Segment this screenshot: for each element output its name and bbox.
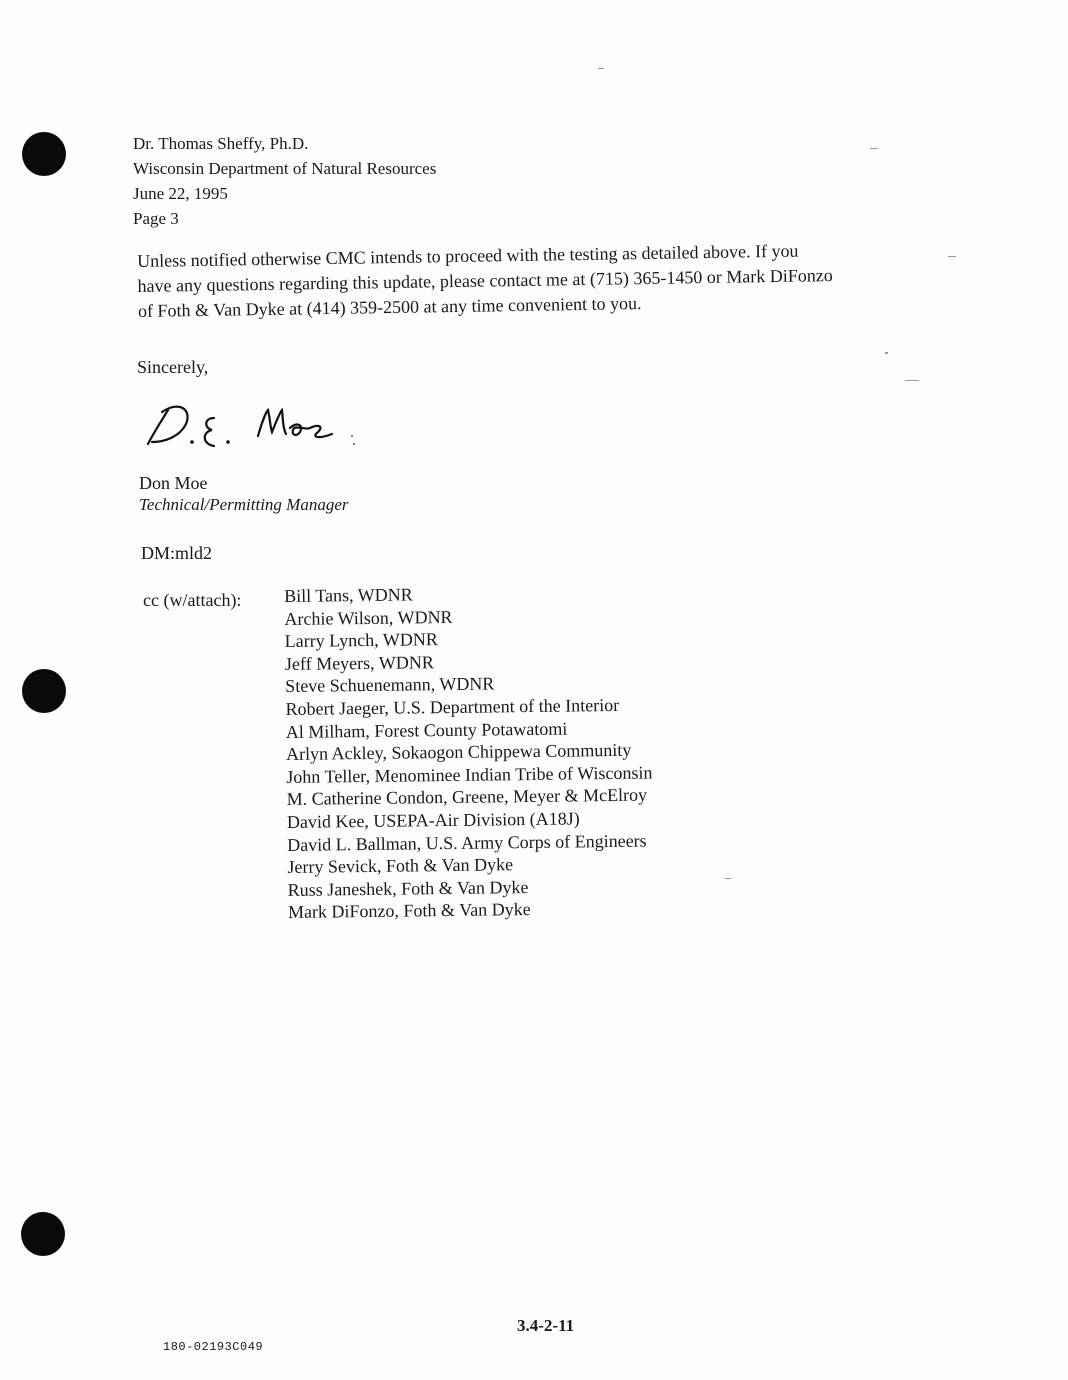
cc-recipient: Arlyn Ackley, Sokaogon Chippewa Community	[285, 739, 632, 765]
recipient-organization: Wisconsin Department of Natural Resources	[133, 159, 437, 178]
cc-recipient: Jeff Meyers, WDNR	[284, 651, 434, 674]
binder-hole-middle	[22, 669, 66, 713]
cc-recipient: Russ Janeshek, Foth & Van Dyke	[287, 876, 529, 900]
body-line: Unless notified otherwise CMC intends to proceed with the testing as detailed above. If you	[137, 240, 799, 271]
signer-title: Technical/Permitting Manager	[139, 495, 349, 514]
page-label: Page 3	[133, 209, 179, 228]
cc-recipient: M. Catherine Condon, Greene, Meyer & McElroy	[286, 784, 648, 810]
handwritten-signature	[140, 392, 370, 462]
cc-recipient: David L. Ballman, U.S. Army Corps of Engineers	[287, 830, 647, 855]
scan-speck	[885, 352, 888, 354]
typist-initials: DM:mld2	[141, 543, 213, 563]
body-line: have any questions regarding this update, please contact me at (715) 365-1450 or Mark DiFonzo	[137, 265, 833, 296]
signer-name: Don Moe	[139, 473, 208, 493]
body-line: of Foth & Van Dyke at (414) 359-2500 at any time convenient to you.	[137, 293, 642, 321]
document-code: 180-02193C049	[163, 1340, 264, 1354]
body-paragraph	[137, 236, 978, 324]
cc-label: cc (w/attach):	[143, 590, 242, 610]
cc-recipient: Jerry Sevick, Foth & Van Dyke	[287, 854, 514, 878]
cc-recipient: Robert Jaeger, U.S. Department of the Interior	[285, 694, 620, 719]
cc-recipient: Al Milham, Forest County Potawatomi	[285, 718, 568, 742]
binder-hole-bottom	[21, 1212, 65, 1256]
cc-recipient-list	[284, 581, 654, 924]
cc-recipient: Larry Lynch, WDNR	[284, 629, 438, 652]
cc-recipient: John Teller, Menominee Indian Tribe of Wisconsin	[286, 762, 653, 787]
closing: Sincerely,	[137, 357, 209, 377]
page-number: 3.4-2-11	[517, 1316, 575, 1335]
cc-recipient: Mark DiFonzo, Foth & Van Dyke	[287, 899, 531, 923]
recipient-name: Dr. Thomas Sheffy, Ph.D.	[133, 134, 309, 153]
scan-speck	[598, 68, 604, 69]
scan-speck	[905, 380, 919, 381]
binder-hole-top	[22, 132, 66, 176]
cc-recipient: Archie Wilson, WDNR	[284, 606, 453, 629]
scan-speck	[870, 148, 878, 149]
scan-speck	[725, 878, 731, 879]
cc-recipient: David Kee, USEPA-Air Division (A18J)	[286, 808, 580, 832]
recipient-header	[133, 131, 436, 231]
cc-recipient: Steve Schuenemann, WDNR	[285, 673, 495, 697]
cc-recipient: Bill Tans, WDNR	[284, 584, 413, 606]
letter-date: June 22, 1995	[133, 184, 228, 203]
